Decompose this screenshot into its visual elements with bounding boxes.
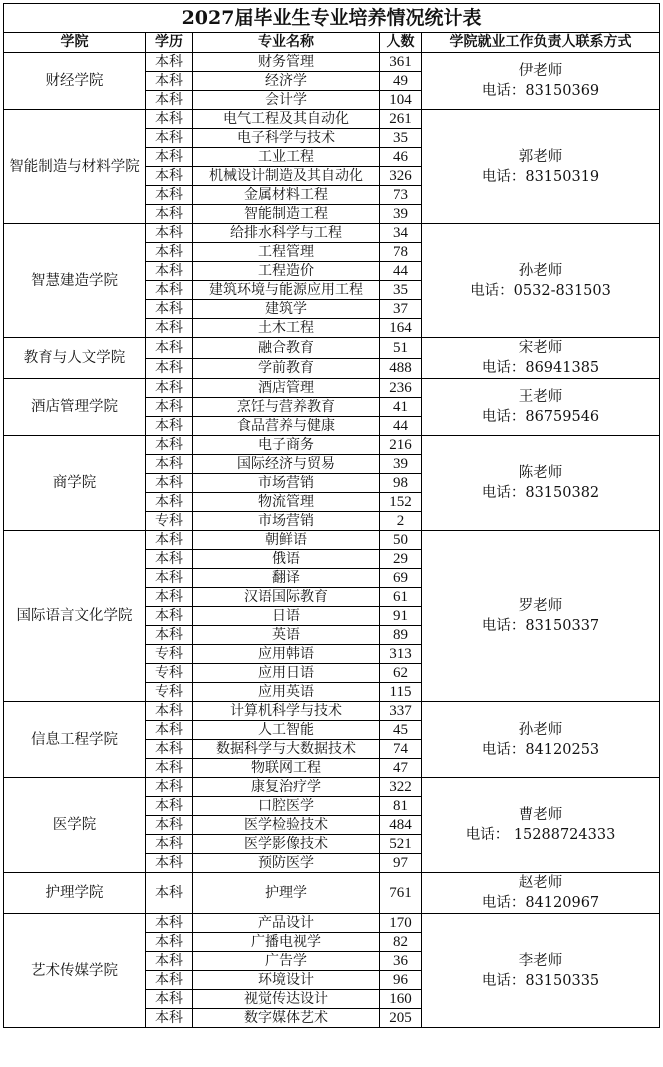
student-count: 361 [380,53,422,72]
major-name: 日语 [193,607,380,626]
major-name: 朝鲜语 [193,531,380,550]
education-level: 本科 [146,588,193,607]
contact-phone: 电话：83150369 [481,83,600,99]
education-level: 专科 [146,683,193,702]
contact-name: 王老师 [518,389,563,405]
education-level: 本科 [146,854,193,873]
student-count: 236 [380,379,422,398]
student-count: 82 [380,933,422,952]
education-level: 本科 [146,338,193,359]
table-row [4,436,660,455]
education-level: 本科 [146,474,193,493]
student-count: 78 [380,243,422,262]
contact-name: 孙老师 [518,262,563,279]
student-count: 2 [380,512,422,531]
student-count: 164 [380,319,422,338]
education-level: 本科 [146,759,193,778]
contact-cell [422,338,660,379]
contact-name: 李老师 [518,952,563,969]
student-count: 97 [380,854,422,873]
contact-phone: 电话：83150319 [481,168,600,185]
major-name: 国际经济与贸易 [193,455,380,474]
education-level: 本科 [146,358,193,379]
major-name: 物联网工程 [193,759,380,778]
education-level: 本科 [146,72,193,91]
header-student-count: 人数 [380,33,422,53]
education-level: 本科 [146,493,193,512]
education-level: 本科 [146,816,193,835]
education-level: 本科 [146,243,193,262]
header-row [4,33,660,53]
header-education-level: 学历 [146,33,193,53]
education-level: 本科 [146,569,193,588]
major-name: 建筑环境与能源应用工程 [193,281,380,300]
major-name: 广告学 [193,952,380,971]
student-count: 50 [380,531,422,550]
student-count: 322 [380,778,422,797]
major-name: 康复治疗学 [193,778,380,797]
major-name: 烹饪与营养教育 [193,398,380,417]
student-count: 44 [380,417,422,436]
contact-cell [422,53,660,110]
major-name: 产品设计 [193,914,380,933]
education-level: 本科 [146,110,193,129]
student-count: 761 [380,873,422,914]
graduates-statistics-table [3,3,660,1028]
student-count: 69 [380,569,422,588]
education-level: 本科 [146,417,193,436]
table-body [4,53,660,1028]
major-name: 视觉传达设计 [193,990,380,1009]
student-count: 484 [380,816,422,835]
contact-cell [422,914,660,1028]
student-count: 35 [380,281,422,300]
major-name: 预防医学 [193,854,380,873]
education-level: 本科 [146,835,193,854]
college-name: 酒店管理学院 [4,379,146,436]
table-row [4,53,660,72]
major-name: 工业工程 [193,148,380,167]
major-name: 市场营销 [193,512,380,531]
student-count: 36 [380,952,422,971]
major-name: 环境设计 [193,971,380,990]
education-level: 本科 [146,436,193,455]
major-name: 市场营销 [193,474,380,493]
contact-name: 曹老师 [518,807,563,823]
major-name: 数据科学与大数据技术 [193,740,380,759]
student-count: 205 [380,1009,422,1028]
college-name: 智慧建造学院 [4,224,146,338]
table-row [4,914,660,933]
contact-cell [422,778,660,873]
major-name: 数字媒体艺术 [193,1009,380,1028]
major-name: 医学检验技术 [193,816,380,835]
contact-phone: 电话：83150382 [481,485,600,501]
student-count: 170 [380,914,422,933]
education-level: 本科 [146,300,193,319]
contact-cell [422,873,660,914]
major-name: 酒店管理 [193,379,380,398]
contact-phone: 电话：84120253 [481,741,600,758]
major-name: 口腔医学 [193,797,380,816]
education-level: 本科 [146,721,193,740]
education-level: 本科 [146,702,193,721]
student-count: 74 [380,740,422,759]
major-name: 融合教育 [193,338,380,359]
contact-phone: 电话：0532-831503 [470,282,611,299]
major-name: 翻译 [193,569,380,588]
major-name: 护理学 [193,873,380,914]
student-count: 44 [380,262,422,281]
education-level: 本科 [146,455,193,474]
student-count: 91 [380,607,422,626]
student-count: 488 [380,358,422,379]
contact-cell [422,379,660,436]
student-count: 39 [380,455,422,474]
contact-cell [422,702,660,778]
major-name: 会计学 [193,91,380,110]
student-count: 81 [380,797,422,816]
major-name: 电气工程及其自动化 [193,110,380,129]
table-row [4,379,660,398]
contact-phone: 电话：83150335 [481,972,600,989]
student-count: 261 [380,110,422,129]
contact-name: 宋老师 [518,340,563,356]
student-count: 98 [380,474,422,493]
education-level: 本科 [146,531,193,550]
student-count: 115 [380,683,422,702]
education-level: 本科 [146,971,193,990]
major-name: 电子科学与技术 [193,129,380,148]
education-level: 本科 [146,186,193,205]
table-row [4,224,660,243]
major-name: 食品营养与健康 [193,417,380,436]
major-name: 学前教育 [193,358,380,379]
education-level: 本科 [146,740,193,759]
major-name: 汉语国际教育 [193,588,380,607]
header-major-name: 专业名称 [193,33,380,53]
college-name: 教育与人文学院 [4,338,146,379]
student-count: 152 [380,493,422,512]
major-name: 电子商务 [193,436,380,455]
education-level: 专科 [146,512,193,531]
table-title: 2027届毕业生专业培养情况统计表 [4,4,660,33]
contact-phone: 电话：83150337 [481,618,600,634]
contact-name: 伊老师 [518,63,563,79]
contact-name: 陈老师 [518,465,563,481]
college-name: 国际语言文化学院 [4,531,146,702]
college-name: 护理学院 [4,873,146,914]
education-level: 本科 [146,873,193,914]
contact-phone: 电话：84120967 [481,895,600,911]
major-name: 应用英语 [193,683,380,702]
education-level: 本科 [146,205,193,224]
table-row [4,702,660,721]
education-level: 本科 [146,952,193,971]
student-count: 37 [380,300,422,319]
education-level: 专科 [146,645,193,664]
student-count: 39 [380,205,422,224]
contact-cell [422,531,660,702]
college-name: 智能制造与材料学院 [4,110,146,224]
education-level: 本科 [146,550,193,569]
education-level: 本科 [146,379,193,398]
student-count: 51 [380,338,422,359]
major-name: 建筑学 [193,300,380,319]
major-name: 广播电视学 [193,933,380,952]
major-name: 工程造价 [193,262,380,281]
education-level: 本科 [146,607,193,626]
major-name: 英语 [193,626,380,645]
table-row [4,778,660,797]
education-level: 本科 [146,91,193,110]
major-name: 医学影像技术 [193,835,380,854]
student-count: 521 [380,835,422,854]
student-count: 47 [380,759,422,778]
major-name: 计算机科学与技术 [193,702,380,721]
major-name: 金属材料工程 [193,186,380,205]
college-name: 商学院 [4,436,146,531]
major-name: 应用韩语 [193,645,380,664]
major-name: 工程管理 [193,243,380,262]
major-name: 物流管理 [193,493,380,512]
college-name: 财经学院 [4,53,146,110]
major-name: 机械设计制造及其自动化 [193,167,380,186]
college-name: 信息工程学院 [4,702,146,778]
student-count: 73 [380,186,422,205]
major-name: 财务管理 [193,53,380,72]
education-level: 本科 [146,626,193,645]
contact-cell [422,224,660,338]
education-level: 本科 [146,933,193,952]
college-name: 医学院 [4,778,146,873]
major-name: 人工智能 [193,721,380,740]
education-level: 本科 [146,148,193,167]
college-name: 艺术传媒学院 [4,914,146,1028]
contact-name: 郭老师 [518,148,563,165]
education-level: 本科 [146,167,193,186]
contact-phone: 电话： 15288724333 [465,827,616,843]
major-name: 应用日语 [193,664,380,683]
student-count: 160 [380,990,422,1009]
major-name: 俄语 [193,550,380,569]
table-row [4,873,660,914]
major-name: 土木工程 [193,319,380,338]
contact-cell [422,110,660,224]
table-row [4,531,660,550]
education-level: 本科 [146,990,193,1009]
student-count: 216 [380,436,422,455]
education-level: 本科 [146,1009,193,1028]
contact-phone: 电话：86759546 [481,409,600,425]
header-college: 学院 [4,33,146,53]
student-count: 29 [380,550,422,569]
major-name: 给排水科学与工程 [193,224,380,243]
contact-name: 罗老师 [518,598,563,614]
student-count: 61 [380,588,422,607]
student-count: 34 [380,224,422,243]
major-name: 智能制造工程 [193,205,380,224]
contact-phone: 电话：86941385 [481,360,600,376]
contact-cell [422,436,660,531]
education-level: 本科 [146,129,193,148]
education-level: 本科 [146,281,193,300]
contact-name: 孙老师 [518,721,563,738]
education-level: 本科 [146,398,193,417]
education-level: 本科 [146,262,193,281]
student-count: 45 [380,721,422,740]
education-level: 本科 [146,224,193,243]
education-level: 本科 [146,797,193,816]
student-count: 104 [380,91,422,110]
student-count: 96 [380,971,422,990]
student-count: 46 [380,148,422,167]
major-name: 经济学 [193,72,380,91]
table-row [4,110,660,129]
student-count: 41 [380,398,422,417]
student-count: 62 [380,664,422,683]
student-count: 326 [380,167,422,186]
student-count: 35 [380,129,422,148]
table-row [4,338,660,359]
education-level: 本科 [146,53,193,72]
header-contact: 学院就业工作负责人联系方式 [422,33,660,53]
student-count: 89 [380,626,422,645]
education-level: 本科 [146,319,193,338]
education-level: 专科 [146,664,193,683]
student-count: 337 [380,702,422,721]
education-level: 本科 [146,778,193,797]
student-count: 49 [380,72,422,91]
student-count: 313 [380,645,422,664]
contact-name: 赵老师 [518,875,563,891]
education-level: 本科 [146,914,193,933]
